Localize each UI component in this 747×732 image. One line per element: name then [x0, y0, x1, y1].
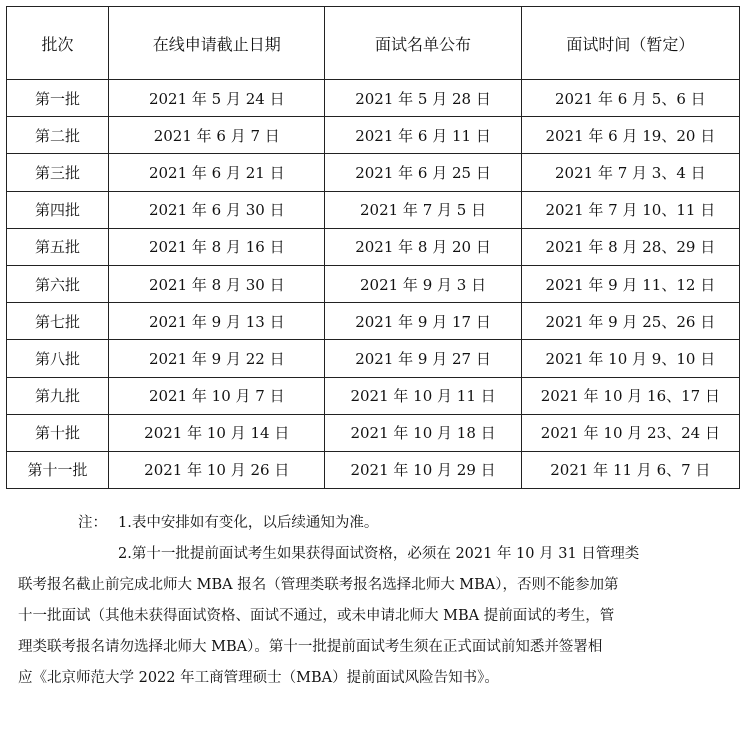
- cell-list-release: 2021 年 9 月 17 日: [325, 303, 521, 340]
- header-application-deadline: 在线申请截止日期: [109, 7, 325, 80]
- table-row: [7, 228, 740, 265]
- table-row: [7, 265, 740, 302]
- cell-batch: 第七批: [7, 303, 109, 340]
- cell-list-release: 2021 年 6 月 11 日: [325, 117, 521, 154]
- cell-interview-time: 2021 年 9 月 25、26 日: [521, 303, 739, 340]
- cell-list-release: 2021 年 10 月 18 日: [325, 414, 521, 451]
- note-2-line-5: 应《北京师范大学 2022 年工商管理硕士（MBA）提前面试风险告知书》。: [18, 670, 499, 686]
- cell-list-release: 2021 年 9 月 3 日: [325, 265, 521, 302]
- note-2-line-2: 联考报名截止前完成北师大 MBA 报名（管理类联考报名选择北师大 MBA），否则不能参加第: [18, 577, 619, 593]
- cell-interview-time: 2021 年 6 月 19、20 日: [521, 117, 739, 154]
- cell-application-deadline: 2021 年 9 月 22 日: [109, 340, 325, 377]
- cell-list-release: 2021 年 6 月 25 日: [325, 154, 521, 191]
- header-batch: 批次: [7, 7, 109, 80]
- notes-label: 注：: [78, 515, 107, 531]
- table-row: [7, 303, 740, 340]
- cell-batch: 第六批: [7, 265, 109, 302]
- cell-interview-time: 2021 年 9 月 11、12 日: [521, 265, 739, 302]
- cell-interview-time: 2021 年 8 月 28、29 日: [521, 228, 739, 265]
- cell-application-deadline: 2021 年 10 月 26 日: [109, 451, 325, 488]
- cell-application-deadline: 2021 年 6 月 30 日: [109, 191, 325, 228]
- cell-batch: 第四批: [7, 191, 109, 228]
- cell-application-deadline: 2021 年 8 月 16 日: [109, 228, 325, 265]
- cell-interview-time: 2021 年 7 月 3、4 日: [521, 154, 739, 191]
- cell-batch: 第十一批: [7, 451, 109, 488]
- cell-list-release: 2021 年 9 月 27 日: [325, 340, 521, 377]
- cell-interview-time: 2021 年 10 月 23、24 日: [521, 414, 739, 451]
- cell-batch: 第三批: [7, 154, 109, 191]
- table-row: [7, 414, 740, 451]
- cell-application-deadline: 2021 年 9 月 13 日: [109, 303, 325, 340]
- table-row: [7, 377, 740, 414]
- table-header-row: [7, 7, 740, 80]
- cell-batch: 第九批: [7, 377, 109, 414]
- notes-section: [18, 508, 730, 694]
- table-row: [7, 80, 740, 117]
- cell-batch: 第八批: [7, 340, 109, 377]
- table-row: [7, 451, 740, 488]
- note-2-line-4: 理类联考报名请勿选择北师大 MBA）。第十一批提前面试考生须在正式面试前知悉并签署相: [18, 639, 603, 655]
- cell-batch: 第一批: [7, 80, 109, 117]
- cell-batch: 第二批: [7, 117, 109, 154]
- note-2-line-3: 十一批面试（其他未获得面试资格、面试不通过，或未申请北师大 MBA 提前面试的考生，管: [18, 608, 615, 624]
- table-row: [7, 340, 740, 377]
- table-row: [7, 191, 740, 228]
- cell-list-release: 2021 年 5 月 28 日: [325, 80, 521, 117]
- cell-application-deadline: 2021 年 8 月 30 日: [109, 265, 325, 302]
- cell-interview-time: 2021 年 10 月 16、17 日: [521, 377, 739, 414]
- cell-interview-time: 2021 年 11 月 6、7 日: [521, 451, 739, 488]
- note-2-line-1: 2.第十一批提前面试考生如果获得面试资格，必须在 2021 年 10 月 31 日管理类: [118, 546, 640, 562]
- header-interview-time: 面试时间（暂定）: [521, 7, 739, 80]
- header-interview-list-release: 面试名单公布: [325, 7, 521, 80]
- cell-interview-time: 2021 年 10 月 9、10 日: [521, 340, 739, 377]
- cell-interview-time: 2021 年 6 月 5、6 日: [521, 80, 739, 117]
- cell-list-release: 2021 年 10 月 29 日: [325, 451, 521, 488]
- cell-application-deadline: 2021 年 6 月 7 日: [109, 117, 325, 154]
- cell-application-deadline: 2021 年 6 月 21 日: [109, 154, 325, 191]
- cell-list-release: 2021 年 8 月 20 日: [325, 228, 521, 265]
- cell-application-deadline: 2021 年 10 月 14 日: [109, 414, 325, 451]
- cell-batch: 第十批: [7, 414, 109, 451]
- cell-interview-time: 2021 年 7 月 10、11 日: [521, 191, 739, 228]
- note-1: [18, 508, 730, 539]
- cell-application-deadline: 2021 年 5 月 24 日: [109, 80, 325, 117]
- cell-list-release: 2021 年 7 月 5 日: [325, 191, 521, 228]
- cell-list-release: 2021 年 10 月 11 日: [325, 377, 521, 414]
- cell-application-deadline: 2021 年 10 月 7 日: [109, 377, 325, 414]
- note-1-text: 1.表中安排如有变化，以后续通知为准。: [118, 515, 379, 531]
- interview-schedule-table: [6, 6, 740, 489]
- table-row: [7, 117, 740, 154]
- cell-batch: 第五批: [7, 228, 109, 265]
- table-row: [7, 154, 740, 191]
